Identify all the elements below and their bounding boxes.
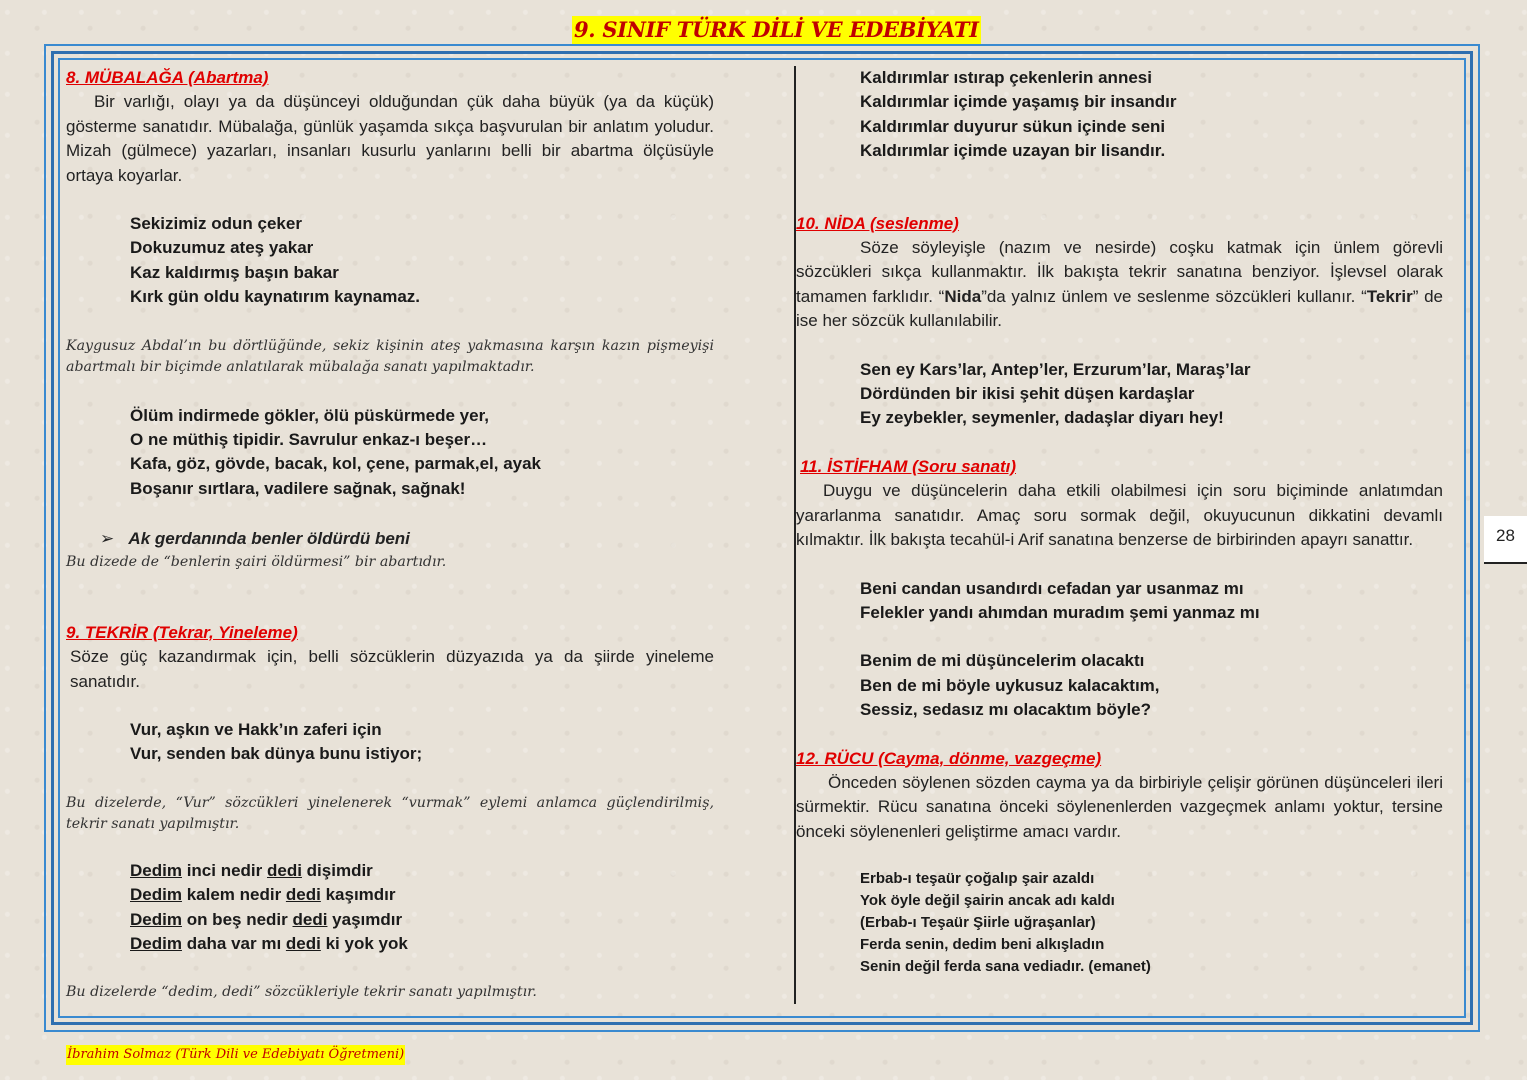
verse-line: Kaz kaldırmış başın bakar [130,262,339,282]
verse-line: Vur, aşkın ve Hakk’ın zaferi için [130,719,382,739]
verse-line: Ferda senin, dedim beni alkışladın [860,936,1105,954]
verse-line: (Erbab-ı Teşaür Şiirle uğraşanlar) [860,914,1096,932]
verse-line: Dedim daha var mı dedi ki yok yok [130,933,408,953]
verse-line: Kırk gün oldu kaynatırım kaynamaz. [130,287,421,307]
page-number: 28 [1484,516,1527,564]
repeated-word: dedi [285,885,321,905]
section-heading-istifham: 11. İSTİFHAM (Soru sanatı) [800,456,1016,476]
section-text-nida: Söze söyleyişle (nazım ve nesirde) coşku katmak için ünlem görevli sözcükleri sıkça kullanmaktır. İlk bakışta tekrir sanatına benziyor. İşlevsel olarak tamamen farklıdır. “Nida”da yalnız ünlem ve seslenme sözcükleri kullanır. “Tekrir” de ise her sözcük kullanılabilir. [796,238,1443,331]
repeated-word: Dedim [130,933,182,953]
verse-line: O ne müthiş tipidir. Savrulur enkaz-ı beşer… [130,430,488,450]
verse-block-rucu [796,868,1443,978]
verse-block-nida [796,358,1443,431]
left-column [66,66,714,1003]
verse-line: Senin değil ferda sana vediadır. (emanet) [860,958,1151,976]
verse-line: Erbab-ı teşaür çoğalıp şair azaldı [860,870,1095,888]
verse-line: Sen ey Kars’lar, Antep’ler, Erzurum’lar, Maraş’lar [860,359,1251,379]
verse-line: Dokuzumuz ateş yakar [130,238,314,258]
verse-line: Yok öyle değil şairin ancak adı kaldı [860,892,1115,910]
section-text-istifham: Duygu ve düşüncelerin daha etkili olabilmesi için soru biçiminde anlatımdan yararlanma sanatıdır. Amaç soru sormak değil, okuyucunun dikkatini devamlı kılmaktır. İlk bakışta tecahül-i Arif sanatına benzerse de birbirinden apayrı sanattır. [796,481,1443,550]
verse-line: Sessiz, sedasız mı olacaktım böyle? [860,700,1152,720]
author-footer: İbrahim Solmaz (Türk Dili ve Edebiyatı Öğretmeni) [66,1045,405,1065]
bullet-verse-text: Ak gerdanında benler öldürdü beni [128,529,410,549]
verse-block-istifham-1 [796,577,1443,626]
repeated-word: dedi [267,860,302,880]
verse-block-tekrir-1 [66,718,714,767]
verse-block-mubalaga-1 [66,212,714,310]
section-heading-tekrir: 9. TEKRİR (Tekrar, Yineleme) [66,622,298,642]
section-heading-rucu: 12. RÜCU (Cayma, dönme, vazgeçme) [796,748,1102,768]
verse-block-istifham-2 [796,649,1443,722]
arrow-bullet-icon: ➢ [100,529,129,549]
example-note: Bu dizelerde, “Vur” sözcükleri yinelenerek “vurmak” eylemi anlamca güçlendirilmiş, tekrir sanatı yapılmıştır. [66,794,714,832]
page-title: 9. SINIF TÜRK DİLİ VE EDEBİYATI [574,17,979,42]
verse-line: Kafa, göz, gövde, bacak, kol, çene, parmak,el, ayak [130,454,542,474]
verse-line: Kaldırımlar ıstırap çekenlerin annesi [860,68,1152,87]
verse-line: Sekizimiz odun çeker [130,214,302,234]
repeated-word: Dedim [130,860,182,880]
section-heading-nida: 10. NİDA (seslenme) [796,213,959,233]
verse-line: Kaldırımlar içimde uzayan bir lisandır. [860,141,1166,161]
example-note: Kaygusuz Abdal’ın bu dörtlüğünde, sekiz kişinin ateş yakmasına karşın kazın pişmeyişi abartmalı bir biçimde anlatılarak mübalağa sanatı yapılmaktadır. [66,337,714,375]
verse-block-kaldirimlar [796,66,1443,164]
verse-block-mubalaga-2 [66,404,714,502]
verse-line: Dedim kalem nedir dedi kaşımdır [130,885,396,905]
verse-line: Boşanır sırtlara, vadilere sağnak, sağnak! [130,478,466,498]
verse-line: Ölüm indirmede gökler, ölü püskürmede yer, [130,405,489,425]
right-column [796,66,1443,978]
example-note: Bu dizelerde “dedim, dedi” sözcükleriyle tekrir sanatı yapılmıştır. [66,984,537,1001]
section-text-tekrir: Söze güç kazandırmak için, belli sözcüklerin düzyazıda ya da şiirde yineleme sanatıdır. [70,647,714,691]
verse-line: Benim de mi düşüncelerim olacaktı [860,651,1145,671]
verse-line: Kaldırımlar duyurur sükun içinde seni [860,116,1166,136]
verse-line: Felekler yandı ahımdan muradım şemi yanmaz mı [860,602,1260,622]
repeated-word: dedi [285,933,321,953]
repeated-word: dedi [292,909,328,929]
verse-line: Dedim on beş nedir dedi yaşımdır [130,909,403,929]
verse-block-tekrir-2 [66,859,714,957]
verse-line: Dedim inci nedir dedi dişimdir [130,860,373,880]
verse-line: Dördünden bir ikisi şehit düşen kardaşlar [860,384,1195,404]
section-heading-mubalaga: 8. MÜBALAĞA (Abartma) [66,68,269,87]
verse-line: Ey zeybekler, seymenler, dadaşlar diyarı hey! [860,408,1224,428]
repeated-word: Dedim [130,909,182,929]
verse-line: Kaldırımlar içimde yaşamış bir insandır [860,92,1177,112]
verse-line: Beni candan usandırdı cefadan yar usanmaz mı [860,578,1244,598]
verse-line: Ben de mi böyle uykusuz kalacaktım, [860,675,1160,695]
bullet-verse [66,527,714,551]
section-text-mubalaga: Bir varlığı, olayı ya da düşünceyi olduğundan çük daha büyük (ya da küçük) gösterme sanatıdır. Mübalağa, günlük yaşamda sıkça başvurulan bir anlatım yoludur. Mizah (gülmece) yazarları, insanları kusurlu yanlarını belli bir abartma ölçüsüyle ortaya koyarlar. [66,92,714,185]
verse-line: Vur, senden bak dünya bunu istiyor; [130,744,423,764]
section-text-rucu: Önceden söylenen sözden cayma ya da birbiriyle çelişir görünen düşünceleri ileri sürmektir. Rücu sanatına önceki söylenenlerden vazgeçmek anlamı yoktur, tersine önceki söylenenleri geliştirme amacı vardır. [796,772,1443,841]
example-note: Bu dizede de “benlerin şairi öldürmesi” bir abartıdır. [66,553,447,570]
repeated-word: Dedim [130,885,182,905]
